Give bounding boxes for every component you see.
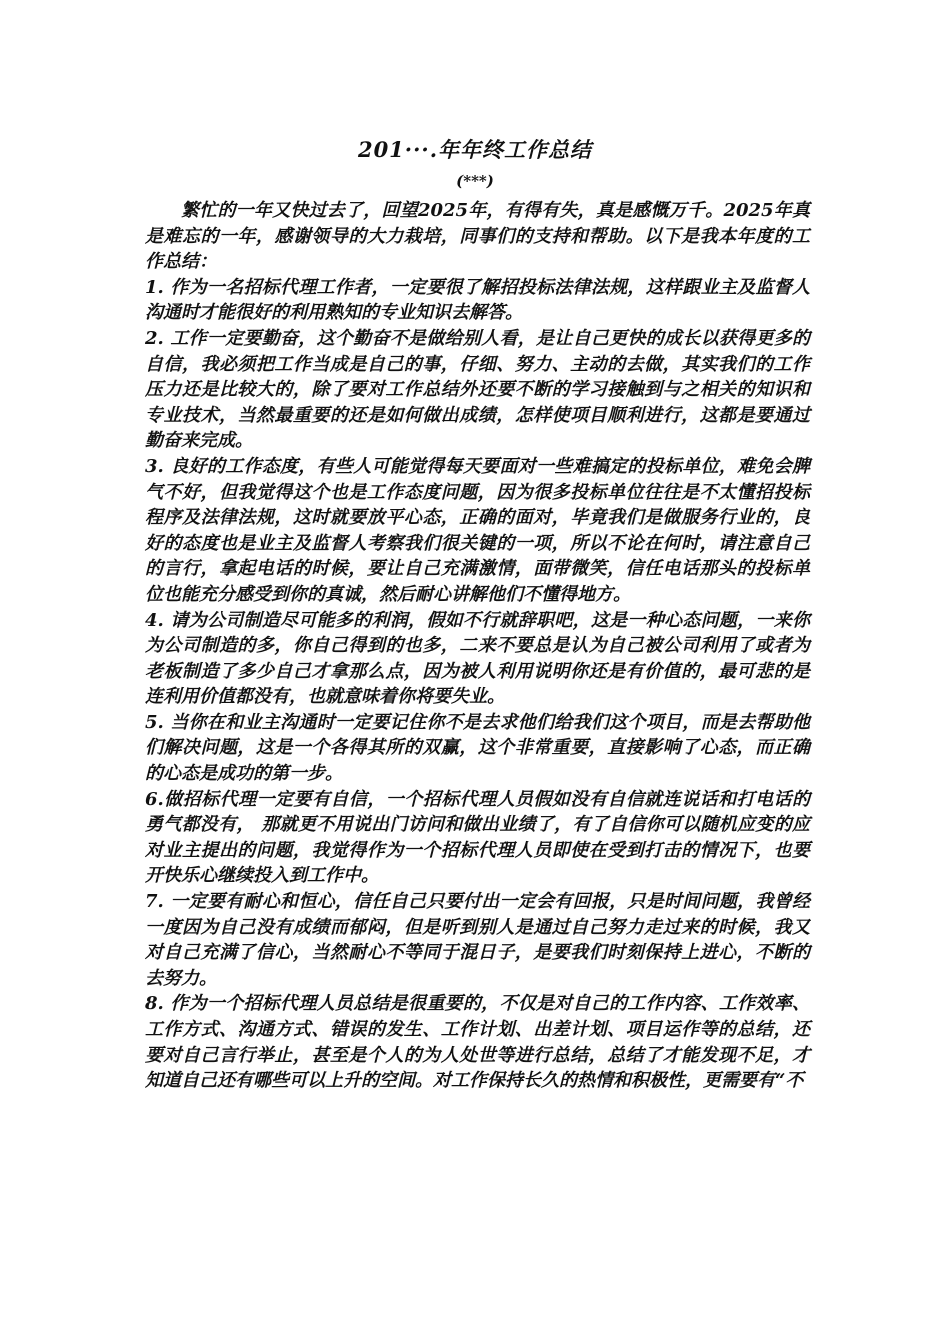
- list-item-3: 3. 良好的工作态度，有些人可能觉得每天要面对一些难搞定的投标单位，难免会脾气不好，但我觉得这个也是工作态度问题，因为很多投标单位往往是不太懂招投标程序及法律法规，这时就要放平心态，正确的面对，毕竟我们是做服务行业的，良好的态度也是业主及监督人考察我们很关键的一项，所以不论在何时，请注意自己的言行，拿起电话的时候，要让自己充满激情，面带微笑，信任电话那头的投标单位也能充分感受到你的真诚，然后耐心讲解他们不懂得地方。: [145, 455, 810, 605]
- list-item-2: 2. 工作一定要勤奋，这个勤奋不是做给别人看，是让自己更快的成长以获得更多的自信，我必须把工作当成是自己的事，仔细、努力、主动的去做，其实我们的工作压力还是比较大的，除了要对工作总结外还要不断的学习接触到与之相关的知识和专业技术，当然最重要的还是如何做出成绩，怎样使项目顺利进行，这都是要通过勤奋来完成。: [145, 327, 810, 452]
- list-item-4: 4. 请为公司制造尽可能多的利润，假如不行就辞职吧，这是一种心态问题，一来你为公司制造的多，你自己得到的也多，二来不要总是认为自己被公司利用了或者为老板制造了多少自己才拿那么点，因为被人利用说明你还是有价值的，最可悲的是连利用价值都没有，也就意味着你将要失业。: [145, 609, 810, 708]
- list-item-8: 8. 作为一个招标代理人员总结是很重要的，不仅是对自己的工作内容、工作效率、工作方式、沟通方式、错误的发生、工作计划、出差计划、项目运作等的总结，还要对自己言行举止，甚至是个人的为人处世等进行总结，总结了才能发现不足，才知道自己还有哪些可以上升的空间。对工作保持长久的热情和积极性，更需要有“不: [145, 993, 810, 1092]
- list-item-6: 6.做招标代理一定要有自信，一个招标代理人员假如没有自信就连说话和打电话的勇气都没有， 那就更不用说出门访问和做出业绩了，有了自信你可以随机应变的应对业主提出的问题，我觉得作为一个招标代理人员即使在受到打击的情况下，也要开快乐心继续投入到工作中。: [145, 788, 810, 887]
- intro-paragraph: 繁忙的一年又快过去了，回望2025年，有得有失，真是感慨万千。2025年真是难忘的一年，感谢领导的大力栽培，同事们的支持和帮助。以下是我本年度的工作总结：: [145, 200, 810, 273]
- document-body: [145, 198, 810, 1094]
- list-item-1: 1. 作为一名招标代理工作者，一定要很了解招投标法律法规，这样跟业主及监督人沟通时才能很好的利用熟知的专业知识去解答。: [145, 276, 810, 324]
- document-title: 201···.年年终工作总结: [357, 137, 593, 162]
- document-author: (***): [456, 172, 494, 190]
- list-item-7: 7. 一定要有耐心和恒心，信任自己只要付出一定会有回报，只是时间问题，我曾经一度因为自己没有成绩而郁闷，但是听到别人是通过自己努力走过来的时候，我又对自己充满了信心，当然耐心不等同于混日子，是要我们时刻保持上进心，不断的去努力。: [145, 891, 810, 989]
- list-item-5: 5. 当你在和业主沟通时一定要记住你不是去求他们给我们这个项目，而是去帮助他们解决问题，这是一个各得其所的双赢，这个非常重要，直接影响了心态，而正确的心态是成功的第一步。: [145, 711, 810, 785]
